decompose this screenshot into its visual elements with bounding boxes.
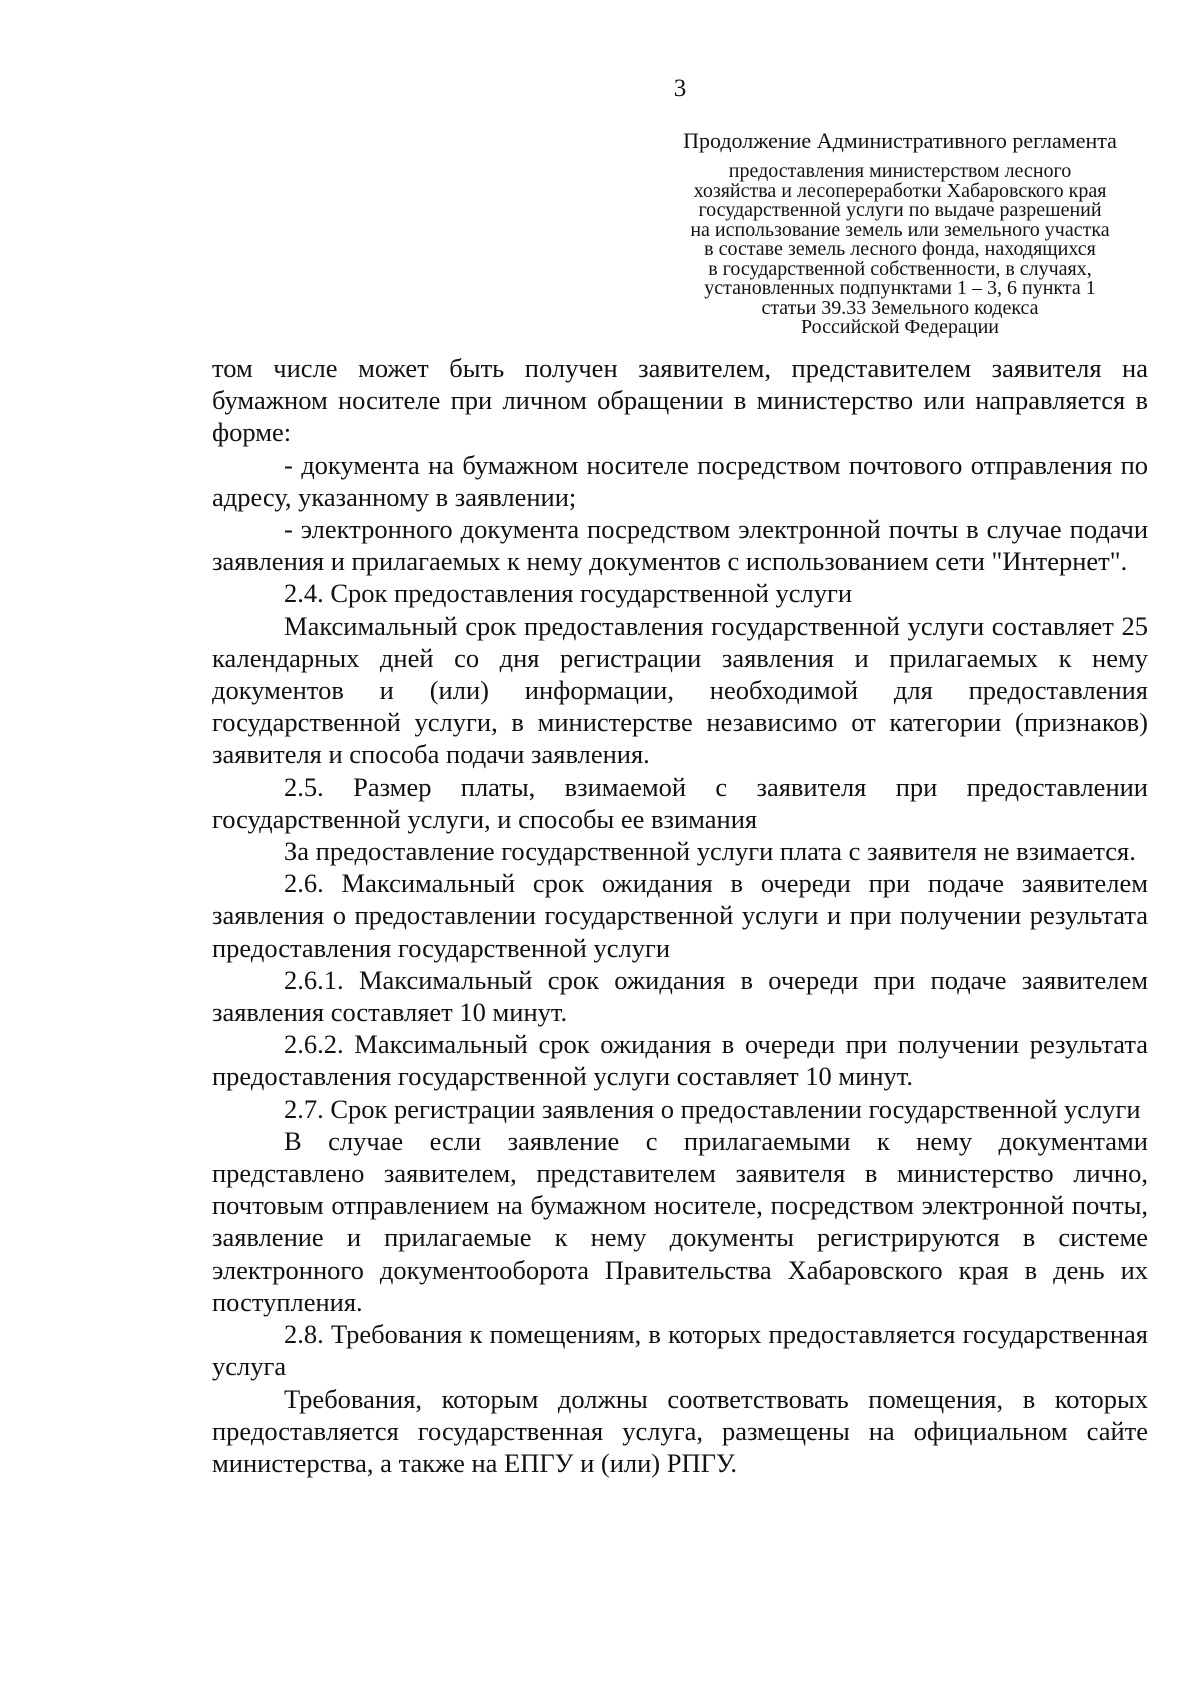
header-line: Российской Федерации bbox=[800, 316, 1000, 338]
paragraph-list-item-electronic: - электронного документа посредством электронной почты в случае подачи заявления и прилагаемых к нему документов с использованием сети "Интернет". bbox=[212, 514, 1148, 577]
section-heading-2-5: 2.5. Размер платы, взимаемой с заявителя при предоставлении государственной услуги, и способы ее взимания bbox=[212, 771, 1148, 834]
header-line: установленных подпунктами 1 – 3, 6 пункта 1 bbox=[704, 277, 1096, 299]
section-heading-2-7: 2.7. Срок регистрации заявления о предоставлении государственной услуги bbox=[284, 1093, 1141, 1124]
header-title: Продолжение Административного регламента bbox=[683, 128, 1117, 153]
paragraph-premises: Требования, которым должны соответствовать помещения, в которых предоставляется государственная услуга, размещены на официальном сайте министерства, а также на ЕПГУ и (или) РПГУ. bbox=[212, 1383, 1148, 1478]
header-line: хозяйства и лесопереработки Хабаровского края bbox=[693, 179, 1107, 202]
regulation-header bbox=[640, 128, 1160, 338]
paragraph-2-6-2: 2.6.2. Максимальный срок ожидания в очереди при получении результата предоставления государственной услуги составляет 10 минут. bbox=[212, 1029, 1148, 1092]
section-heading-2-4: 2.4. Срок предоставления государственной услуги bbox=[284, 578, 853, 609]
paragraph-list-item-paper: - документа на бумажном носителе посредством почтового отправления по адресу, указанному в заявлении; bbox=[212, 449, 1148, 512]
paragraph-2-6-1: 2.6.1. Максимальный срок ожидания в очереди при подаче заявителем заявления составляет 10 минут. bbox=[212, 964, 1148, 1028]
section-heading-2-6: 2.6. Максимальный срок ожидания в очереди при подаче заявителем заявления о предоставлении государственной услуги и при получении результата предоставления государственной услуги bbox=[212, 868, 1148, 963]
header-line: в составе земель лесного фонда, находящихся bbox=[704, 238, 1096, 260]
section-heading-2-8: 2.8. Требования к помещениям, в которых предоставляется государственная услуга bbox=[212, 1319, 1148, 1382]
header-line: предоставления министерством лесного bbox=[728, 160, 1072, 182]
paragraph-fee: За предоставление государственной услуги плата с заявителя не взимается. bbox=[284, 836, 1136, 867]
paragraph-registration: В случае если заявление с прилагаемыми к нему документами представлено заявителем, представителем заявителя в министерство лично, почтовым отправлением на бумажном носителе, посредством электронной почты, заявление и прилагаемые к нему документы регистрируются в системе электронного документооборота Правительства Хабаровского края в день их поступления. bbox=[212, 1125, 1148, 1317]
paragraph-continuation: том числе может быть получен заявителем, представителем заявителя на бумажном носителе при личном обращении в министерство или направляется в форме: bbox=[212, 353, 1148, 448]
header-line: государственной услуги по выдаче разрешений bbox=[698, 199, 1102, 221]
page-number: 3 bbox=[673, 75, 687, 102]
document-body bbox=[212, 352, 1148, 1479]
header-line: на использование земель или земельного участка bbox=[690, 218, 1110, 241]
header-line: в государственной собственности, в случаях, bbox=[708, 257, 1092, 280]
paragraph-max-term: Максимальный срок предоставления государственной услуги составляет 25 календарных дней со дня регистрации заявления и прилагаемых к нему документов и (или) информации, необходимой для предоставления государственной услуги, в министерстве независимо от категории (признаков) заявителя и способа подачи заявления. bbox=[212, 610, 1148, 770]
header-line: статьи 39.33 Земельного кодекса bbox=[761, 296, 1039, 319]
